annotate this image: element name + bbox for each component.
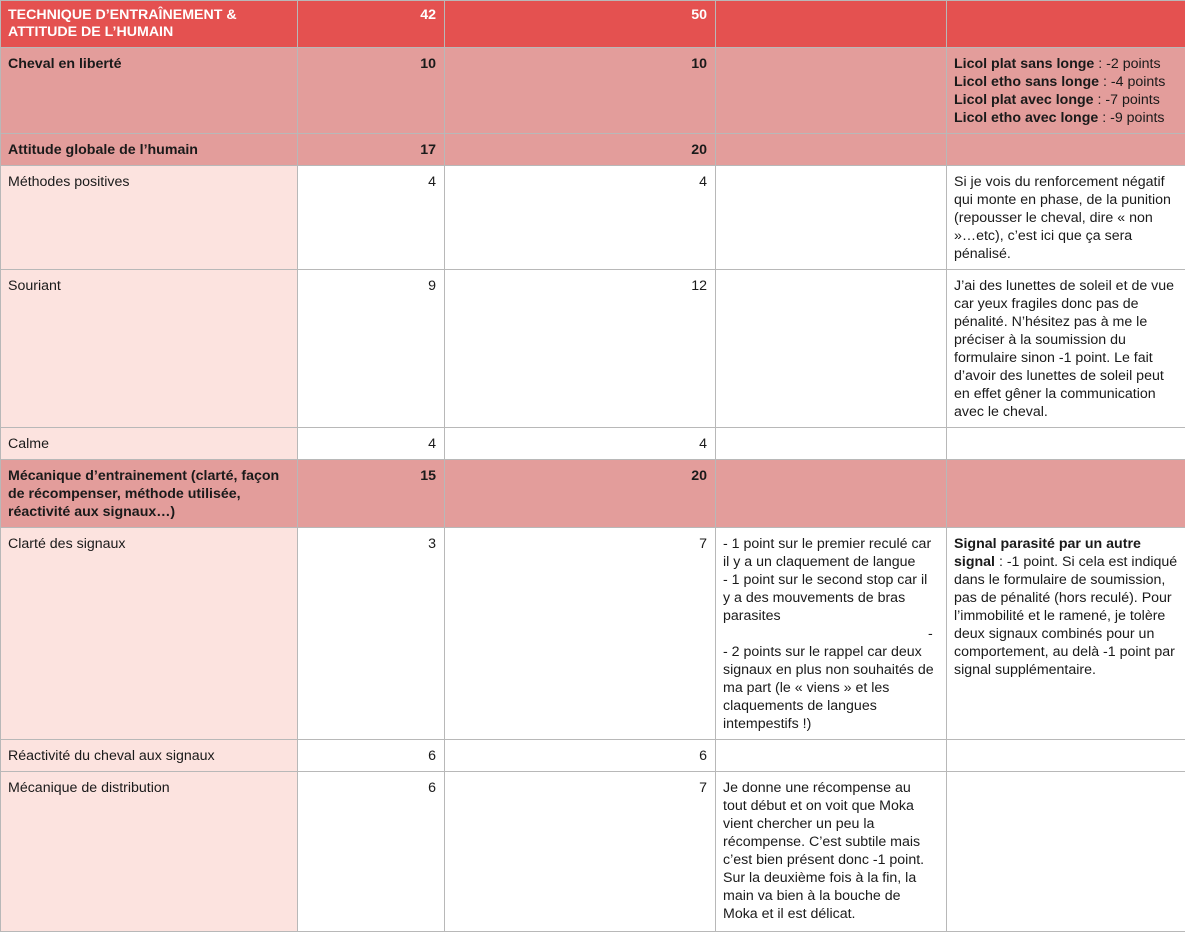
category-label: Cheval en liberté <box>1 48 298 134</box>
score-cell: 10 <box>298 48 445 134</box>
criterion-row <box>1 270 1185 428</box>
max-cell: 6 <box>445 740 716 772</box>
note-cell <box>947 1 1185 48</box>
comment-cell <box>716 460 947 528</box>
comment-cell <box>716 134 947 166</box>
category-label: Mécanique d’entrainement (clarté, façon de récompenser, méthode utilisée, réactivité aux signaux…) <box>1 460 298 528</box>
max-cell: 4 <box>445 166 716 270</box>
score-cell: 9 <box>298 270 445 428</box>
note-cell <box>947 740 1185 772</box>
note-line: Licol etho avec longe : -9 points <box>954 109 1178 127</box>
comment-cell <box>716 428 947 460</box>
criterion-label: Mécanique de distribution <box>1 772 298 932</box>
category-row <box>1 48 1185 134</box>
note-cell: Signal parasité par un autre signal : -1 point. Si cela est indiqué dans le formulaire de soumission, pas de pénalité (hors reculé). Pour l’immobilité et le ramené, je tolère deux signaux combinés pour un comportement, au delà -1 point par signal supplémentaire. <box>947 528 1185 740</box>
max-cell: 10 <box>445 48 716 134</box>
criterion-label: Souriant <box>1 270 298 428</box>
criterion-row <box>1 528 1185 740</box>
category-row <box>1 134 1185 166</box>
criterion-row <box>1 772 1185 932</box>
note-line: Licol plat sans longe : -2 points <box>954 55 1178 73</box>
max-cell: 20 <box>445 460 716 528</box>
note-line: Licol etho sans longe : -4 points <box>954 73 1178 91</box>
score-cell: 4 <box>298 166 445 270</box>
max-cell: 12 <box>445 270 716 428</box>
comment-cell <box>716 270 947 428</box>
comment-cell <box>716 48 947 134</box>
score-cell: 6 <box>298 772 445 932</box>
note-line: Licol plat avec longe : -7 points <box>954 91 1178 109</box>
note-cell <box>947 428 1185 460</box>
criterion-label: Méthodes positives <box>1 166 298 270</box>
comment-cell <box>716 740 947 772</box>
max-cell: 4 <box>445 428 716 460</box>
max-cell: 7 <box>445 772 716 932</box>
note-cell <box>947 48 1185 134</box>
note-cell <box>947 772 1185 932</box>
criterion-row <box>1 166 1185 270</box>
comment-cell: Je donne une récompense au tout début et on voit que Moka vient chercher un peu la récompense. C’est subtile mais c’est bien présent donc -1 point. Sur la deuxième fois à la fin, la main va bien à la bouche de Moka et il est délicat. <box>716 772 947 932</box>
section-row <box>1 1 1185 48</box>
note-cell: J’ai des lunettes de soleil et de vue car yeux fragiles donc pas de pénalité. N’hésitez pas à me le préciser à la soumission du formulaire sinon -1 point. Le fait d’avoir des lunettes de soleil peut en effet gêner la communication avec le cheval. <box>947 270 1185 428</box>
criterion-row <box>1 740 1185 772</box>
score-cell: 4 <box>298 428 445 460</box>
section-label: TECHNIQUE D’ENTRAÎNEMENT & ATTITUDE DE L’HUMAIN <box>1 1 298 48</box>
criterion-row <box>1 428 1185 460</box>
note-cell <box>947 460 1185 528</box>
score-cell: 6 <box>298 740 445 772</box>
score-cell: 3 <box>298 528 445 740</box>
criterion-label: Calme <box>1 428 298 460</box>
comment-cell <box>716 1 947 48</box>
category-row <box>1 460 1185 528</box>
criterion-label: Réactivité du cheval aux signaux <box>1 740 298 772</box>
score-cell: 15 <box>298 460 445 528</box>
note-cell <box>947 134 1185 166</box>
comment-cell: - 1 point sur le premier reculé car il y a un claquement de langue - 1 point sur le second stop car il y a des mouvements de bras parasites- - 2 points sur le rappel car deux signaux en plus non souhaités de ma part (le « viens » et les claquements de langues intempestifs !) <box>716 528 947 740</box>
score-cell: 17 <box>298 134 445 166</box>
max-cell: 7 <box>445 528 716 740</box>
category-label: Attitude globale de l’humain <box>1 134 298 166</box>
max-cell: 50 <box>445 1 716 48</box>
max-cell: 20 <box>445 134 716 166</box>
comment-cell <box>716 166 947 270</box>
note-cell: Si je vois du renforcement négatif qui monte en phase, de la punition (repousser le cheval, dire « non »…etc), c’est ici que ça sera pénalisé. <box>947 166 1185 270</box>
score-cell: 42 <box>298 1 445 48</box>
criterion-label: Clarté des signaux <box>1 528 298 740</box>
